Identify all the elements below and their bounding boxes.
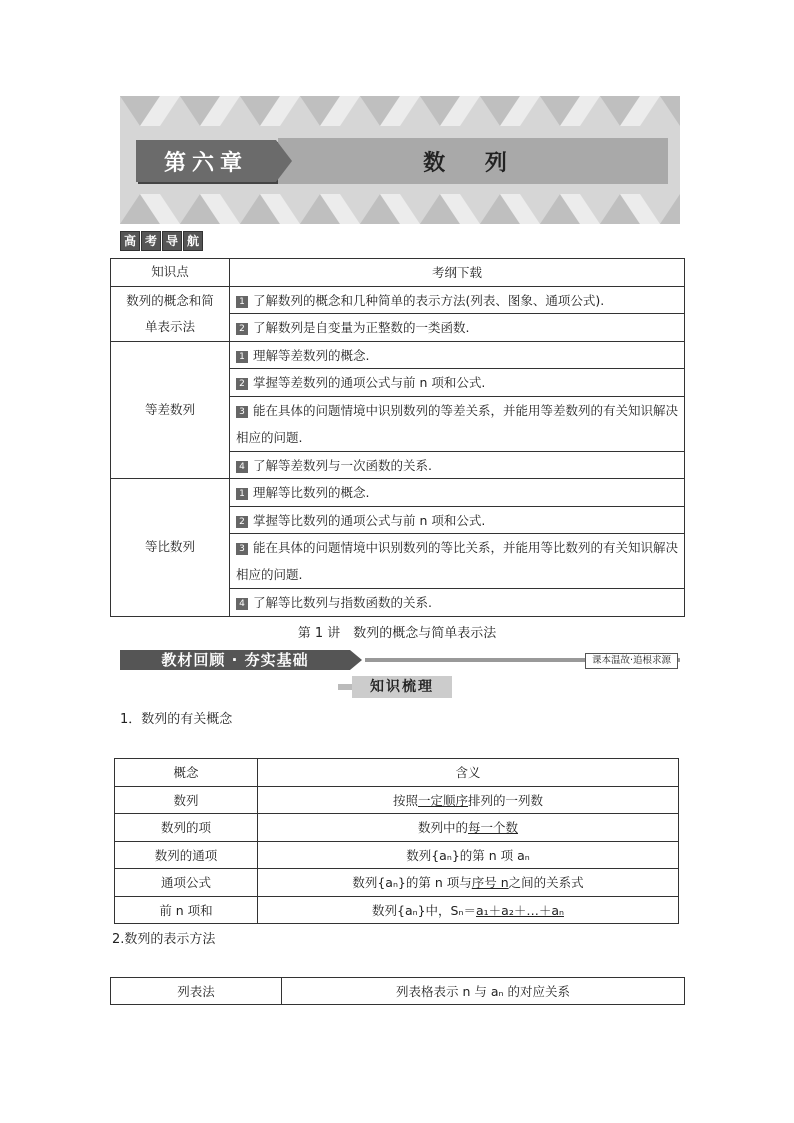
repr-table — [110, 977, 685, 1005]
gaokao-nav-char: 高 — [120, 231, 140, 251]
lesson-title: 第 1 讲 数列的概念与简单表示法 — [297, 626, 497, 641]
outline-item: 3 能在具体的问题情境中识别数列的等比关系，并能用等比数列的有关知识解决相应的问题. — [230, 534, 685, 589]
gaokao-nav-char: 导 — [162, 231, 182, 251]
outline-item: 1 理解等比数列的概念. — [230, 479, 685, 507]
header-topic: 知识点 — [111, 259, 230, 287]
repr-method: 列表法 — [111, 978, 282, 1005]
chapter-title: 数 列 — [423, 150, 523, 176]
chapter-label: 第六章 — [136, 140, 276, 182]
repr-desc: 列表格表示 n 与 aₙ 的对应关系 — [282, 978, 685, 1005]
outline-item: 3 能在具体的问题情境中识别数列的等差关系，并能用等差数列的有关知识解决相应的问题. — [230, 396, 685, 451]
outline-item: 4 了解等比数列与指数函数的关系. — [230, 589, 685, 617]
concept-meaning: 数列{aₙ}的第 n 项 aₙ — [258, 841, 679, 869]
outline-item: 2 掌握等差数列的通项公式与前 n 项和公式. — [230, 369, 685, 397]
table-row — [115, 841, 679, 869]
gaokao-nav-char: 考 — [141, 231, 161, 251]
chapter-banner — [120, 96, 680, 224]
table-row — [111, 479, 685, 507]
table-row — [111, 341, 685, 369]
concept-meaning: 数列{aₙ}中，Sₙ＝a₁＋a₂＋…＋aₙ — [258, 896, 679, 924]
concept-name: 数列的通项 — [115, 841, 258, 869]
header-outline: 考纲下载 — [230, 259, 685, 287]
table-row — [115, 786, 679, 814]
concept-name: 数列 — [115, 786, 258, 814]
section-title: 教材回顾 · 夯实基础 — [120, 650, 350, 670]
topic-cell: 数列的概念和简单表示法 — [111, 286, 230, 341]
outline-item: 2 掌握等比数列的通项公式与前 n 项和公式. — [230, 506, 685, 534]
knowledge-badge — [338, 676, 454, 698]
header-meaning: 含义 — [258, 759, 679, 787]
concept-name: 前 n 项和 — [115, 896, 258, 924]
table-row — [115, 896, 679, 924]
section-subtitle: 课本温故·追根求源 — [585, 653, 678, 669]
gaokao-nav-char: 航 — [183, 231, 203, 251]
table-row — [111, 978, 685, 1005]
concept-name: 通项公式 — [115, 869, 258, 897]
outline-item: 1 了解数列的概念和几种简单的表示方法(列表、图象、通项公式). — [230, 286, 685, 314]
concept-meaning: 按照一定顺序排列的一列数 — [258, 786, 679, 814]
concept-meaning: 数列{aₙ}的第 n 项与序号 n之间的关系式 — [258, 869, 679, 897]
gaokao-nav-badge — [120, 231, 203, 251]
table-row — [111, 286, 685, 314]
concept-table — [114, 758, 679, 924]
outline-table — [110, 258, 685, 617]
topic-cell: 等比数列 — [111, 479, 230, 617]
table-row — [115, 814, 679, 842]
table-row — [115, 869, 679, 897]
concept-name: 数列的项 — [115, 814, 258, 842]
repr-heading: 2.数列的表示方法 — [112, 932, 216, 947]
outline-item: 4 了解等差数列与一次函数的关系. — [230, 451, 685, 479]
concepts-heading: 1．数列的有关概念 — [120, 712, 233, 727]
topic-cell: 等差数列 — [111, 341, 230, 479]
table-header-row — [111, 259, 685, 287]
outline-item: 2 了解数列是自变量为正整数的一类函数. — [230, 314, 685, 342]
concept-meaning: 数列中的每一个数 — [258, 814, 679, 842]
outline-item: 1 理解等差数列的概念. — [230, 341, 685, 369]
section-bar — [120, 650, 680, 670]
table-header-row — [115, 759, 679, 787]
knowledge-badge-label: 知识梳理 — [352, 676, 452, 698]
chapter-title-bar — [278, 138, 668, 184]
header-concept: 概念 — [115, 759, 258, 787]
